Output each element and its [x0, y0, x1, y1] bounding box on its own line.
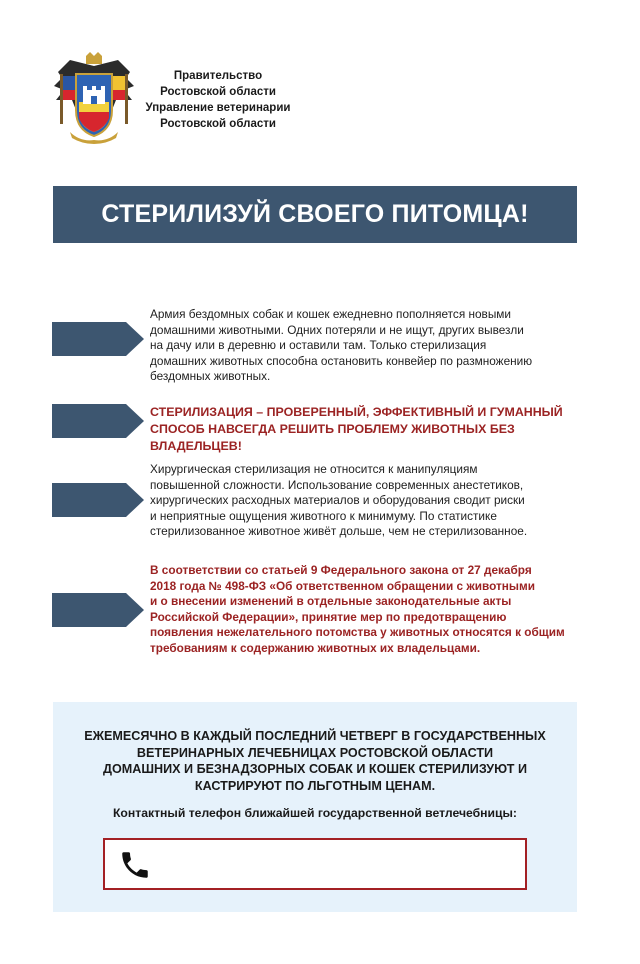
text-line: и о внесении изменений в отдельные законодательные акты	[150, 594, 512, 609]
text-line: требованиям к содержанию животных их владельцами.	[150, 640, 481, 655]
organization-name	[138, 68, 298, 132]
org-line: Ростовской области	[160, 86, 276, 98]
text-line: 2018 года № 498-ФЗ «Об ответственном обращении с животными	[150, 578, 535, 593]
text-line: бездомных животных.	[150, 369, 271, 384]
text-line: В соответствии со статьей 9 Федерального закона от 27 декабря	[150, 563, 532, 577]
arrow-right-icon	[52, 404, 144, 438]
text-line: СПОСОБ НАВСЕГДА РЕШИТЬ ПРОБЛЕМУ ЖИВОТНЫХ БЕЗ ВЛАДЕЛЬЦЕВ!	[150, 422, 515, 453]
text-line: появления нежелательного потомства у животных относятся к общим	[150, 625, 565, 640]
text-line: домашних животных способна остановить конвейер по размножению	[150, 353, 533, 368]
paragraph-sterilization-slogan	[150, 404, 578, 455]
text-line: на дачу или в деревню и оставили там. Только стерилизация	[150, 338, 487, 353]
text-line: Российской Федерации», принятие мер по предотвращению	[150, 609, 507, 624]
text-line: КАСТРИРУЮТ ПО ЛЬГОТНЫМ ЦЕНАМ.	[194, 778, 436, 793]
org-line: Управление ветеринарии	[145, 102, 291, 114]
phone-icon	[118, 848, 152, 882]
text-line: СТЕРИЛИЗАЦИЯ – ПРОВЕРЕННЫЙ, ЭФФЕКТИВНЫЙ И ГУМАННЫЙ	[150, 405, 563, 419]
org-line: Правительство	[173, 70, 263, 82]
text-line: ЕЖЕМЕСЯЧНО В КАЖДЫЙ ПОСЛЕДНИЙ ЧЕТВЕРГ В ГОСУДАРСТВЕННЫХ	[84, 729, 546, 743]
text-line: повышенной сложности. Использование современных анестетиков,	[150, 477, 524, 492]
text-line: и неприятные ощущения животного к минимуму. По статистике	[150, 508, 497, 523]
text-line: стерилизованное животное живёт дольше, чем не стерилизованное.	[150, 524, 528, 539]
arrow-right-icon	[52, 483, 144, 517]
arrow-right-icon	[52, 593, 144, 627]
paragraph-homeless-animals	[150, 307, 578, 385]
phone-number-field[interactable]	[103, 838, 527, 890]
info-box	[53, 702, 577, 912]
text-line: хирургических расходных материалов и оборудования сводит риски	[150, 493, 525, 508]
paragraph-federal-law	[150, 563, 578, 657]
text-line: Армия бездомных собак и кошек ежедневно пополняется новыми	[150, 307, 512, 321]
title-banner: СТЕРИЛИЗУЙ СВОЕГО ПИТОМЦА!	[53, 186, 577, 243]
arrow-right-icon	[52, 322, 144, 356]
text-line: Хирургическая стерилизация не относится к манипуляциям	[150, 462, 478, 476]
coat-of-arms-icon	[50, 52, 138, 144]
contact-phone-label: Контактный телефон ближайшей государственной ветлечебницы:	[112, 806, 517, 820]
info-announcement	[53, 728, 577, 794]
paragraph-surgery-info	[150, 462, 578, 540]
text-line: ДОМАШНИХ И БЕЗНАДЗОРНЫХ СОБАК И КОШЕК СТЕРИЛИЗУЮТ И	[102, 762, 528, 776]
text-line: домашними животными. Одних потеряли и не ищут, других вывезли	[150, 322, 524, 337]
org-line: Ростовской области	[160, 118, 276, 130]
text-line: ВЕТЕРИНАРНЫХ ЛЕЧЕБНИЦАХ РОСТОВСКОЙ ОБЛАСТИ	[136, 745, 494, 760]
